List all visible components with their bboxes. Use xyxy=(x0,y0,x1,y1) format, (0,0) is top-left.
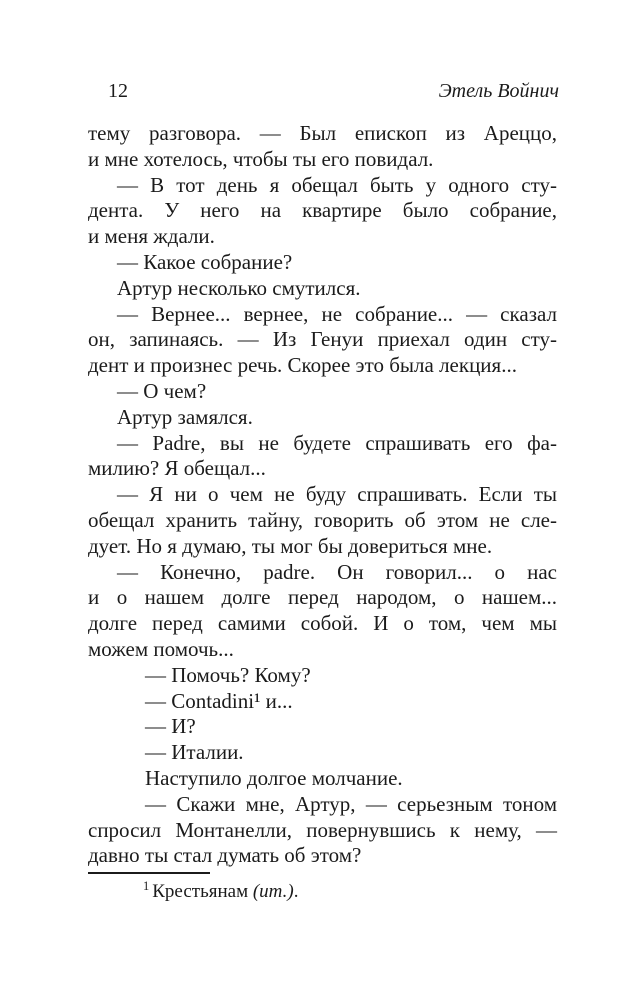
text-line: милию? Я обещал... xyxy=(88,456,266,481)
text-line: — Помочь? Кому? xyxy=(145,662,311,687)
text-line: долге перед самими собой. И о том, чем мы xyxy=(88,611,557,636)
page-header xyxy=(88,80,559,102)
text-line: Артур несколько смутился. xyxy=(117,275,361,300)
text-line: — Скажи мне, Артур, — серьезным тоном xyxy=(145,791,557,816)
text-line: спросил Монтанелли, повернувшись к нему, — xyxy=(88,817,557,842)
text-line: дент и произнес речь. Скорее это была лекция... xyxy=(88,353,517,378)
footnote-divider xyxy=(88,872,210,874)
text-line: — Padre, вы не будете спрашивать его фа- xyxy=(117,430,557,455)
text-line: тему разговора. — Был епископ из Ареццо, xyxy=(88,121,557,145)
footnote-marker: 1 xyxy=(143,878,150,893)
text-line: — Я ни о чем не буду спрашивать. Если ты xyxy=(117,482,557,507)
text-line: Наступило долгое молчание. xyxy=(145,765,403,790)
text-line: можем помочь... xyxy=(88,636,234,661)
text-line: — Вернее... вернее, не собрание... — сказал xyxy=(117,301,557,326)
text-line: и мне хотелось, чтобы ты его повидал. xyxy=(88,146,434,171)
text-line: он, запинаясь. — Из Генуи приехал один сту- xyxy=(88,327,557,352)
text-line: — И? xyxy=(145,714,196,739)
footnote-area xyxy=(88,872,557,904)
text-line: — Contadini¹ и... xyxy=(145,688,293,713)
text-line: — Италии. xyxy=(145,740,244,765)
running-title: Этель Войнич xyxy=(438,80,559,102)
text-line: и о нашем долге перед народом, о нашем... xyxy=(88,585,557,610)
text-line: — Какое собрание? xyxy=(117,249,293,274)
text-line: — Конечно, padre. Он говорил... о нас xyxy=(117,559,557,584)
text-line: обещал хранить тайну, говорить об этом не сле- xyxy=(88,507,557,532)
footnote xyxy=(88,880,557,904)
text-line: дует. Но я думаю, ты мог бы довериться мне. xyxy=(88,533,493,558)
text-line: и меня ждали. xyxy=(88,224,215,249)
footnote-language-note: (ит.) xyxy=(252,881,294,902)
page-number: 12 xyxy=(108,80,128,102)
footnote-tail: . xyxy=(293,881,299,902)
text-line: — В тот день я обещал быть у одного сту- xyxy=(117,172,557,197)
text-line: давно ты стал думать об этом? xyxy=(88,843,362,868)
text-line: дента. У него на квартире было собрание, xyxy=(88,198,557,223)
page-body-text xyxy=(88,121,557,869)
footnote-text: Крестьянам xyxy=(152,881,253,902)
text-line: Артур замялся. xyxy=(117,404,253,429)
text-line: — О чем? xyxy=(117,378,207,403)
